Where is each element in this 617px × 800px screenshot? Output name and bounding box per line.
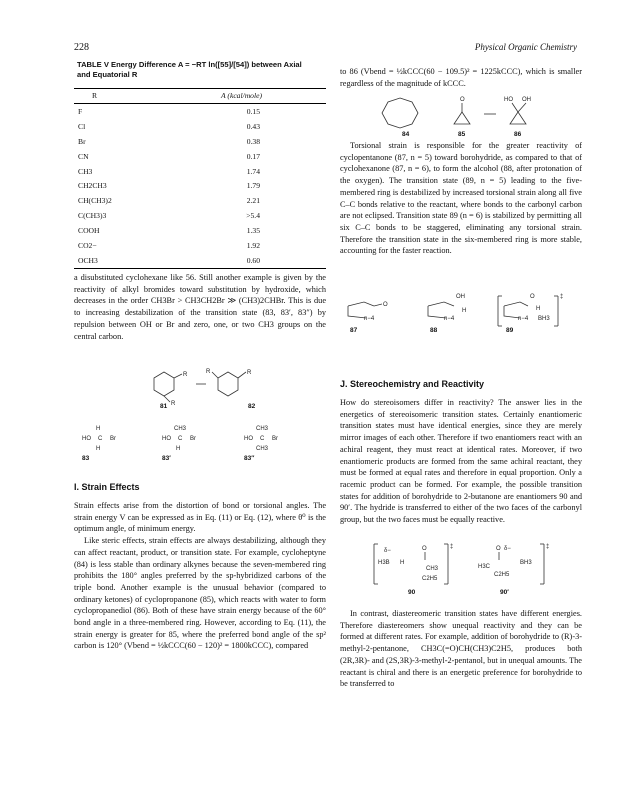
- ring-86: [510, 112, 526, 124]
- paragraph: How do stereoisomers differ in reactivity? The answer lies in the energetics of stereoisomeric transition states. Certainly enantiomeric transition states must have identical energies, since they are merely mirror images of each other. Therefore if two enantiomers react with an achiral reagent, they must react at identical rates. Moreover, if two enantiomeric products are formed from the same achiral reactant, they must be formed at equal rates and therefore in equal proportion. Only a racemic product can be formed. For example, the possible transition states for addition of borohydride to 2-butanone are enantiomers 90 and 90′. The hydride is transferred to either of the two faces of the carbonyl group, but the two faces must be equally reactive.: [340, 398, 582, 525]
- cell-a-value: 1.35: [246, 226, 260, 236]
- o-label: O: [530, 294, 535, 300]
- paragraph: In contrast, diastereomeric transition states have different energies. Therefore diastereomers show unequal reactivity and they can be formed at different rates. For example, addition of borohydride to (R)-3-methyl-2-pentanone, CH3C(=O)CH(CH3)C2H5, produces both (2R,3R)- and (2S,3R)-3-methyl-2-pentanol, but in unequal amounts. The reactant is chiral and there is an energetic preference for borohydride to be transferred to: [340, 609, 582, 689]
- br-label: Br: [190, 436, 196, 442]
- structures-87-89: [344, 292, 584, 338]
- cell-substituent: Br: [78, 136, 86, 146]
- br-label: Br: [110, 436, 116, 442]
- h-label: H: [96, 426, 101, 432]
- ho-label: HO: [504, 97, 513, 103]
- delta-label: δ−: [384, 548, 391, 554]
- o-label: O: [460, 97, 465, 103]
- table-row: [74, 223, 326, 238]
- cell-substituent: C(CH3)3: [78, 211, 107, 221]
- cell-a-value: 1.74: [246, 166, 260, 176]
- ring-87: [348, 302, 374, 306]
- h3c-label: H3C: [478, 564, 491, 570]
- compound-90p-label: 90′: [500, 589, 509, 596]
- cell-a-value: 0.38: [246, 136, 260, 146]
- cell-substituent: F: [78, 106, 83, 116]
- c-label: C: [178, 436, 183, 442]
- h-label: H: [96, 446, 101, 452]
- cell-a-value: 1.79: [246, 181, 260, 191]
- cell-a-value: 0.17: [246, 151, 260, 161]
- cell-a-value: 0.60: [144, 253, 326, 268]
- n-label: n−4: [444, 316, 455, 322]
- o-label: O: [422, 546, 427, 552]
- table-row: [74, 238, 326, 253]
- dagger-mark: ‡: [450, 544, 454, 550]
- cell-substituent: COOH: [78, 226, 100, 236]
- o-label: O: [496, 546, 501, 552]
- paragraph: Strain effects arise from the distortion of bond or torsional angles. The strain energy V can be expressed as in Eq. (11) or Eq. (12), where θ⁰ is the optimum angle, of minimum energy.: [74, 501, 326, 534]
- table-row: [74, 193, 326, 208]
- compound-83pp-label: 83″: [244, 455, 255, 462]
- left-body-strain: [74, 500, 326, 652]
- table-row: [74, 119, 326, 134]
- ho-label: HO: [162, 436, 171, 442]
- cell-a-value: >5.4: [246, 211, 260, 221]
- structures-81-82: [140, 368, 270, 410]
- compound-85-label: 85: [458, 131, 466, 138]
- dagger-mark: ‡: [546, 544, 550, 550]
- o-label: O: [383, 302, 388, 308]
- oh-label: OH: [522, 97, 531, 103]
- dagger-mark: ‡: [560, 294, 564, 300]
- compound-83p-label: 83′: [162, 455, 171, 462]
- table-caption: TABLE V Energy Difference A = −RT ln([55]/[54]) between Axial and Equatorial R: [77, 60, 302, 79]
- c2h5-label: C2H5: [422, 576, 438, 582]
- structures-84-86: [380, 94, 570, 138]
- col-header-r: R: [74, 89, 144, 104]
- col-header-a: A (kcal/mole): [144, 89, 326, 104]
- compound-90-label: 90: [408, 589, 416, 596]
- compound-89-label: 89: [506, 327, 514, 334]
- compound-86-label: 86: [514, 131, 522, 138]
- cell-substituent: CH(CH3)2: [78, 196, 112, 206]
- cell-substituent: CN: [78, 151, 89, 161]
- n-label: n−4: [364, 316, 375, 322]
- paragraph: to 86 (Vbend = ½kCCC(60 − 109.5)² = 1225kCCC), which is smaller regardless of the magnitude of kCCC.: [340, 67, 582, 88]
- ho-label: HO: [82, 436, 91, 442]
- right-para-2: [340, 140, 582, 257]
- table-row: [74, 208, 326, 223]
- table-row: [74, 104, 326, 119]
- ch3-label: CH3: [256, 446, 269, 452]
- ch3-label: CH3: [426, 566, 439, 572]
- n-label: n−4: [518, 316, 529, 322]
- c-label: C: [98, 436, 103, 442]
- r-label: R: [206, 369, 211, 375]
- paragraph: a disubstituted cyclohexane like 56. Still another example is given by the reactivity of alkyl bromides toward substitution by hydroxide, which decreases in the order CH3Br > CH3CH2Br ≫ (CH3)2CHBr. This is due to increasing destabilization of the transition state (83, 83′, 83″) by repulsion between OH or Br and zero, one, or two CH3 groups on the central carbon.: [74, 273, 326, 341]
- ch3-label: CH3: [256, 426, 269, 432]
- compound-84-label: 84: [402, 131, 410, 138]
- cell-a-value: 2.21: [246, 196, 260, 206]
- ho-label: HO: [244, 436, 253, 442]
- h-label: H: [536, 306, 541, 312]
- ring-89: [504, 302, 528, 306]
- compound-83-label: 83: [82, 455, 90, 462]
- ring-85: [454, 112, 470, 124]
- right-para-3: [340, 397, 582, 526]
- compound-81-label: 81: [160, 403, 168, 410]
- cell-substituent: Cl: [78, 121, 86, 131]
- page-number: 228: [74, 42, 89, 53]
- section-stereochemistry: J. Stereochemistry and Reactivity: [340, 379, 485, 389]
- bh3-label: BH3: [520, 560, 532, 566]
- running-title: Physical Organic Chemistry: [474, 42, 577, 52]
- c-label: C: [260, 436, 265, 442]
- cell-a-value: 0.15: [246, 106, 260, 116]
- cell-substituent: CO2−: [78, 240, 97, 250]
- h-label: H: [462, 308, 467, 314]
- structures-90: [370, 540, 570, 596]
- ring-84: [382, 98, 418, 128]
- table-row: [74, 149, 326, 164]
- structures-83: [80, 422, 320, 472]
- section-strain-effects: I. Strain Effects: [74, 482, 140, 492]
- br-label: Br: [272, 436, 278, 442]
- delta-label: δ−: [504, 546, 511, 552]
- c2h5-label: C2H5: [494, 572, 510, 578]
- table-v: [74, 88, 326, 269]
- compound-87-label: 87: [350, 327, 358, 334]
- r-label: R: [171, 401, 176, 407]
- ring-81: [154, 372, 174, 396]
- left-para-1: [74, 272, 326, 342]
- h-label: H: [400, 560, 405, 566]
- right-para-4: [340, 608, 582, 690]
- r-label: R: [247, 370, 252, 376]
- h3b-label: H3B: [378, 560, 390, 566]
- table-row: [74, 178, 326, 193]
- cell-substituent: CH2CH3: [78, 181, 107, 191]
- r-label: R: [183, 372, 188, 378]
- table-row: [74, 253, 326, 268]
- oh-label: OH: [456, 294, 465, 300]
- ch3-label: CH3: [174, 426, 187, 432]
- bh3-label: BH3: [538, 316, 550, 322]
- cell-substituent: CH3: [78, 166, 93, 176]
- compound-82-label: 82: [248, 403, 256, 410]
- compound-88-label: 88: [430, 327, 438, 334]
- paragraph: Like steric effects, strain effects are always destabilizing, although they can affect reactant, product, or transition state. For example, cycloheptyne (84) is less stable than ordinary alkynes because the seven-membered ring prohibits the 180° angles preferred by the sp-hybridized carbons of the triple bond. Another example is the unusual behavior (compared to ordinary ketones) of cyclopropanone (85), which reacts with water to form cyclopropanediol (86). Both of these have strain energy because of the 60° bond angle in a three-membered ring. However, according to Eq. (11), the strain energy is greater for 85, where the preferred bond angle of the sp² carbon is 120° (Vbend = ½kCCC(60 − 120)² = 1800kCCC), compared: [74, 536, 326, 651]
- table-row: [74, 164, 326, 179]
- cell-a-value: 1.92: [246, 240, 260, 250]
- table-row: [74, 134, 326, 149]
- cell-a-value: 0.43: [246, 121, 260, 131]
- ring-82: [218, 372, 238, 396]
- cell-substituent: OCH3: [74, 253, 144, 268]
- ring-88: [428, 302, 454, 306]
- paragraph: Torsional strain is responsible for the greater reactivity of cyclopentanone (87, n = 5) toward borohydride, as compared to that of cyclohexanone (87, n = 6), to form the alcohol (88, after protonation of the oxygen). The transition state (89, n = 5) leading to the five-membered ring is destabilized by increased torsional strain along all five C–C bonds relative to the reactant, where bonds to the carbonyl carbon are not eclipsed. Transition state 89 (n = 6) is stabilized by permitting all six C–C bonds to be staggered, eliminating any torsional strain. Therefore the transition state in the six-membered ring is more stable, accounting for the faster reaction.: [340, 141, 582, 256]
- right-para-1: [340, 66, 582, 89]
- h-label: H: [176, 446, 181, 452]
